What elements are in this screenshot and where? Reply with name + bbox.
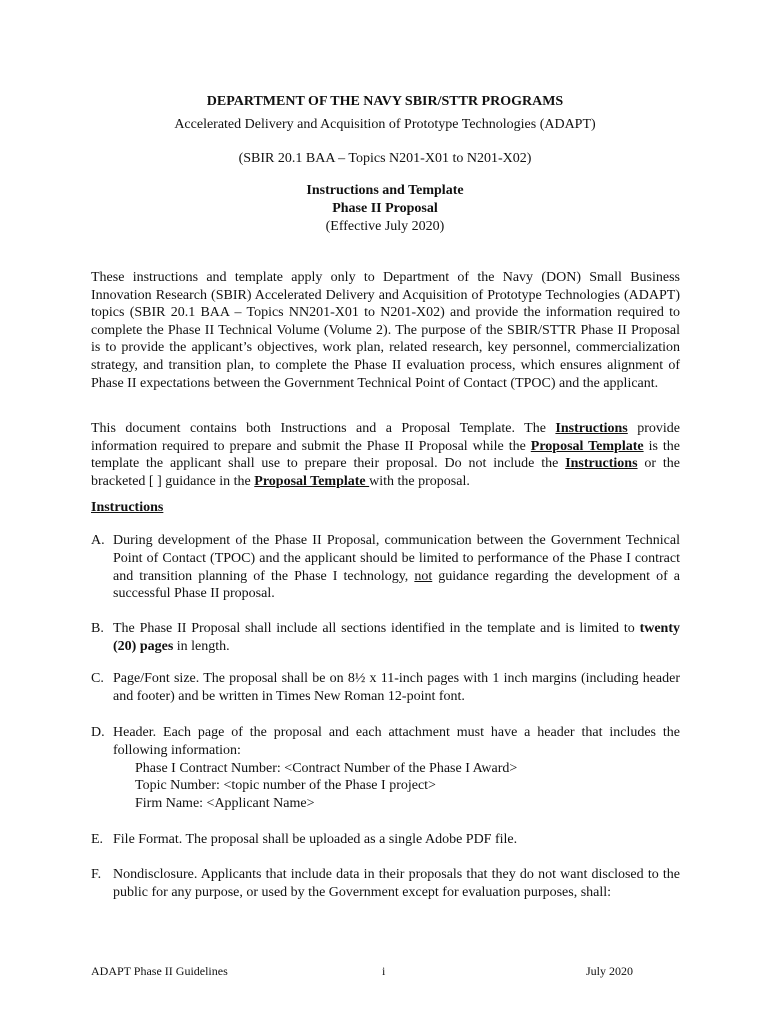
- underlined-not: not: [414, 568, 433, 584]
- proposal-template-term: Proposal Template: [530, 438, 644, 454]
- list-item-b: [91, 620, 680, 656]
- list-text: During development of the Phase II Proposal, communication between the Government Technical Point of Contact (TPOC) and the applicant should be limited to performance of the Phase I contract and transition planning of the Phase I technology,: [113, 533, 680, 584]
- list-text: in length.: [173, 638, 230, 654]
- p2-text: with the proposal.: [369, 473, 470, 489]
- list-item-c: [91, 670, 680, 706]
- header-firm-line: Firm Name: <Applicant Name>: [135, 796, 315, 812]
- header-topic-line: Topic Number: <topic number of the Phase I project>: [135, 778, 436, 794]
- list-item-a: [91, 532, 680, 603]
- list-letter: C.: [91, 671, 104, 686]
- list-text: Page/Font size. The proposal shall be on 8½ x 11-inch pages with 1 inch margins (including header and footer) and be written in Times New Roman 12-point font.: [113, 671, 680, 704]
- program-subtitle: Accelerated Delivery and Acquisition of Prototype Technologies (ADAPT): [174, 117, 596, 132]
- footer-page-number: i: [382, 964, 386, 978]
- p2-text: is the template the applicant shall use to prepare their proposal. Do not include the: [91, 438, 680, 472]
- list-letter: F.: [91, 867, 102, 882]
- footer-left: ADAPT Phase II Guidelines: [91, 964, 228, 978]
- list-text: Nondisclosure. Applicants that include data in their proposals that they do not want disclosed to the public for any purpose, or used by the Government except for evaluation purposes, shall:: [113, 867, 680, 900]
- list-text: guidance regarding the development of a successful Phase II proposal.: [113, 568, 680, 602]
- baa-reference: (SBIR 20.1 BAA – Topics N201-X01 to N201-X02): [238, 151, 532, 166]
- p2-text: This document contains both Instructions and a Proposal Template. The: [91, 421, 556, 436]
- header-contract-line: Phase I Contract Number: <Contract Number of the Phase I Award>: [135, 760, 518, 776]
- list-letter: A.: [91, 533, 105, 548]
- instructions-heading: Instructions: [91, 500, 164, 515]
- intro-paragraph-2: [91, 420, 680, 490]
- list-letter: E.: [91, 832, 104, 847]
- list-letter: D.: [91, 725, 105, 740]
- intro-paragraph-1: These instructions and template apply only to Department of the Navy (DON) Small Business Innovation Research (SBIR) Accelerated Delivery and Acquisition of Prototype Technologies (ADAPT) topics (SBIR 20.1 BAA – Topics NN201-X01 to N201-X02) and provide the information required to complete the Phase II Technical Volume (Volume 2). The purpose of the SBIR/STTR Phase II Proposal is to provide the applicant’s objectives, work plan, related research, key personnel, commercialization strategy, and transition plan, to complete the Phase II evaluation process, which ensures alignment of Phase II expectations between the Government Technical Point of Contact (TPOC) and the applicant.: [91, 270, 680, 391]
- list-text: File Format. The proposal shall be uploaded as a single Adobe PDF file.: [113, 832, 518, 847]
- department-title: DEPARTMENT OF THE NAVY SBIR/STTR PROGRAMS: [206, 94, 564, 109]
- list-item-d: [91, 724, 680, 813]
- effective-date: (Effective July 2020): [325, 219, 445, 234]
- p2-text: provide information required to prepare and submit the Phase II Proposal while the: [91, 421, 680, 454]
- page-limit: twenty (20) pages: [113, 621, 680, 654]
- p2-text: or the bracketed [ ] guidance in the: [91, 456, 680, 489]
- list-item-f: [91, 866, 680, 902]
- document-title-line2: Phase II Proposal: [332, 201, 438, 216]
- instructions-term: Instructions: [555, 421, 628, 436]
- footer-date: July 2020: [586, 964, 634, 978]
- proposal-template-term: Proposal Template: [254, 473, 370, 489]
- list-item-e: [91, 831, 680, 849]
- list-text: The Phase II Proposal shall include all sections identified in the template and is limited to: [113, 621, 640, 636]
- document-title-line1: Instructions and Template: [306, 183, 464, 198]
- instructions-term: Instructions: [565, 456, 638, 472]
- list-letter: B.: [91, 621, 104, 636]
- list-text: Header. Each page of the proposal and each attachment must have a header that includes the following information:: [113, 725, 680, 758]
